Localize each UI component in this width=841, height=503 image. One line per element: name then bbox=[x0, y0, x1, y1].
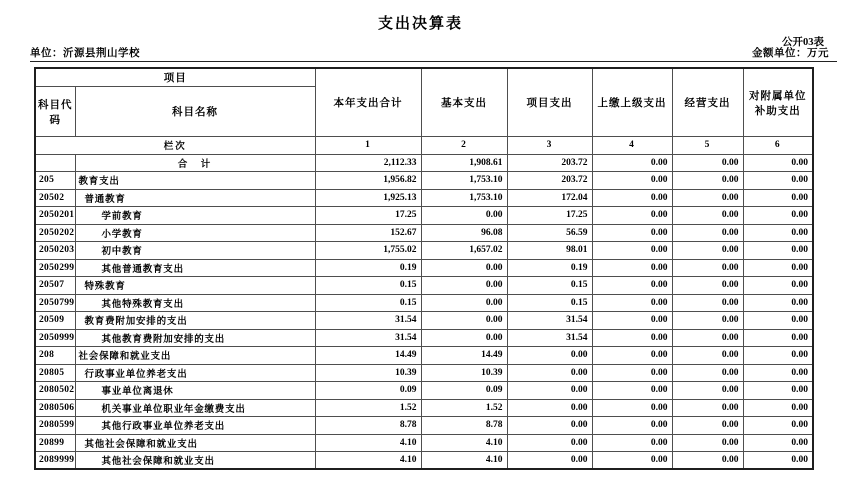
upturned-expenditure-cell: 0.00 bbox=[592, 399, 672, 417]
total-expenditure-cell: 0.15 bbox=[315, 294, 421, 312]
basic-expenditure-cell: 0.00 bbox=[421, 277, 507, 295]
subject-code-cell: 2050202 bbox=[35, 224, 75, 242]
table-row bbox=[35, 189, 813, 207]
upturned-expenditure-cell: 0.00 bbox=[592, 329, 672, 347]
basic-expenditure-cell: 4.10 bbox=[421, 434, 507, 452]
project-expenditure-cell: 98.01 bbox=[507, 242, 592, 260]
subject-code-cell: 2050299 bbox=[35, 259, 75, 277]
operating-expenditure-cell: 0.00 bbox=[672, 172, 743, 190]
total-expenditure-cell: 31.54 bbox=[315, 312, 421, 330]
table-row bbox=[35, 207, 813, 225]
subject-name-cell: 合 计 bbox=[75, 154, 315, 172]
subsidy-expenditure-cell: 0.00 bbox=[743, 259, 813, 277]
project-expenditure-cell: 17.25 bbox=[507, 207, 592, 225]
subject-code-cell: 2080502 bbox=[35, 382, 75, 400]
subject-name-cell: 其他社会保障和就业支出 bbox=[75, 452, 315, 470]
table-row bbox=[35, 417, 813, 435]
header-project-expenditure: 项目支出 bbox=[507, 68, 592, 137]
subsidy-expenditure-cell: 0.00 bbox=[743, 399, 813, 417]
operating-expenditure-cell: 0.00 bbox=[672, 347, 743, 365]
operating-expenditure-cell: 0.00 bbox=[672, 329, 743, 347]
table-body bbox=[35, 154, 813, 469]
table-row bbox=[35, 434, 813, 452]
subject-name-cell: 教育支出 bbox=[75, 172, 315, 190]
basic-expenditure-cell: 0.00 bbox=[421, 329, 507, 347]
subsidy-expenditure-cell: 0.00 bbox=[743, 364, 813, 382]
table-number: 公开03表 bbox=[782, 37, 824, 48]
subject-code-cell: 20507 bbox=[35, 277, 75, 295]
subject-name-cell: 社会保障和就业支出 bbox=[75, 347, 315, 365]
project-expenditure-cell: 56.59 bbox=[507, 224, 592, 242]
subject-code-cell: 2050201 bbox=[35, 207, 75, 225]
subsidy-expenditure-cell: 0.00 bbox=[743, 417, 813, 435]
table-row bbox=[35, 172, 813, 190]
project-expenditure-cell: 0.00 bbox=[507, 417, 592, 435]
subject-name-cell: 机关事业单位职业年金缴费支出 bbox=[75, 399, 315, 417]
subject-code-cell: 205 bbox=[35, 172, 75, 190]
header-total-expenditure: 本年支出合计 bbox=[315, 68, 421, 137]
subject-name-cell: 其他特殊教育支出 bbox=[75, 294, 315, 312]
basic-expenditure-cell: 0.00 bbox=[421, 259, 507, 277]
project-expenditure-cell: 0.15 bbox=[507, 294, 592, 312]
subsidy-expenditure-cell: 0.00 bbox=[743, 312, 813, 330]
upturned-expenditure-cell: 0.00 bbox=[592, 172, 672, 190]
project-expenditure-cell: 203.72 bbox=[507, 154, 592, 172]
basic-expenditure-cell: 1,753.10 bbox=[421, 189, 507, 207]
subject-name-cell: 其他教育费附加安排的支出 bbox=[75, 329, 315, 347]
basic-expenditure-cell: 1,657.02 bbox=[421, 242, 507, 260]
operating-expenditure-cell: 0.00 bbox=[672, 242, 743, 260]
upturned-expenditure-cell: 0.00 bbox=[592, 294, 672, 312]
project-expenditure-cell: 0.15 bbox=[507, 277, 592, 295]
total-expenditure-cell: 14.49 bbox=[315, 347, 421, 365]
total-expenditure-cell: 0.15 bbox=[315, 277, 421, 295]
operating-expenditure-cell: 0.00 bbox=[672, 294, 743, 312]
subsidy-expenditure-cell: 0.00 bbox=[743, 172, 813, 190]
meta-row bbox=[30, 48, 837, 62]
basic-expenditure-cell: 0.00 bbox=[421, 312, 507, 330]
subject-name-cell: 初中教育 bbox=[75, 242, 315, 260]
subsidy-expenditure-cell: 0.00 bbox=[743, 434, 813, 452]
total-expenditure-cell: 17.25 bbox=[315, 207, 421, 225]
subsidy-expenditure-cell: 0.00 bbox=[743, 294, 813, 312]
operating-expenditure-cell: 0.00 bbox=[672, 154, 743, 172]
header-project: 项目 bbox=[35, 68, 315, 87]
total-expenditure-cell: 4.10 bbox=[315, 452, 421, 470]
subject-name-cell: 其他普通教育支出 bbox=[75, 259, 315, 277]
table-row bbox=[35, 382, 813, 400]
header-subsidy-expenditure: 对附属单位补助支出 bbox=[743, 68, 813, 137]
expenditure-table bbox=[34, 67, 814, 470]
subject-name-cell: 教育费附加安排的支出 bbox=[75, 312, 315, 330]
table-row bbox=[35, 399, 813, 417]
total-expenditure-cell: 2,112.33 bbox=[315, 154, 421, 172]
project-expenditure-cell: 31.54 bbox=[507, 312, 592, 330]
operating-expenditure-cell: 0.00 bbox=[672, 259, 743, 277]
total-expenditure-cell: 8.78 bbox=[315, 417, 421, 435]
project-expenditure-cell: 0.00 bbox=[507, 382, 592, 400]
upturned-expenditure-cell: 0.00 bbox=[592, 189, 672, 207]
subsidy-expenditure-cell: 0.00 bbox=[743, 154, 813, 172]
basic-expenditure-cell: 1.52 bbox=[421, 399, 507, 417]
upturned-expenditure-cell: 0.00 bbox=[592, 312, 672, 330]
project-expenditure-cell: 0.19 bbox=[507, 259, 592, 277]
unit-name: 单位：沂源县荆山学校 bbox=[30, 48, 140, 59]
subject-code-cell: 208 bbox=[35, 347, 75, 365]
upturned-expenditure-cell: 0.00 bbox=[592, 382, 672, 400]
basic-expenditure-cell: 0.00 bbox=[421, 294, 507, 312]
table-row bbox=[35, 347, 813, 365]
subject-code-cell: 2050203 bbox=[35, 242, 75, 260]
total-expenditure-cell: 1.52 bbox=[315, 399, 421, 417]
operating-expenditure-cell: 0.00 bbox=[672, 312, 743, 330]
table-row bbox=[35, 242, 813, 260]
subject-name-cell: 学前教育 bbox=[75, 207, 315, 225]
subsidy-expenditure-cell: 0.00 bbox=[743, 329, 813, 347]
basic-expenditure-cell: 10.39 bbox=[421, 364, 507, 382]
subsidy-expenditure-cell: 0.00 bbox=[743, 207, 813, 225]
upturned-expenditure-cell: 0.00 bbox=[592, 259, 672, 277]
operating-expenditure-cell: 0.00 bbox=[672, 417, 743, 435]
project-expenditure-cell: 0.00 bbox=[507, 347, 592, 365]
subsidy-expenditure-cell: 0.00 bbox=[743, 382, 813, 400]
header-lanci: 栏次 bbox=[35, 137, 315, 155]
upturned-expenditure-cell: 0.00 bbox=[592, 364, 672, 382]
header-upturned-expenditure: 上缴上级支出 bbox=[592, 68, 672, 137]
total-expenditure-cell: 4.10 bbox=[315, 434, 421, 452]
subject-code-cell: 20502 bbox=[35, 189, 75, 207]
subsidy-expenditure-cell: 0.00 bbox=[743, 452, 813, 470]
subsidy-expenditure-cell: 0.00 bbox=[743, 242, 813, 260]
operating-expenditure-cell: 0.00 bbox=[672, 277, 743, 295]
table-row bbox=[35, 364, 813, 382]
table-row bbox=[35, 277, 813, 295]
total-expenditure-cell: 1,956.82 bbox=[315, 172, 421, 190]
subject-name-cell: 事业单位离退休 bbox=[75, 382, 315, 400]
basic-expenditure-cell: 96.08 bbox=[421, 224, 507, 242]
basic-expenditure-cell: 1,908.61 bbox=[421, 154, 507, 172]
operating-expenditure-cell: 0.00 bbox=[672, 224, 743, 242]
subsidy-expenditure-cell: 0.00 bbox=[743, 189, 813, 207]
operating-expenditure-cell: 0.00 bbox=[672, 452, 743, 470]
subject-name-cell: 普通教育 bbox=[75, 189, 315, 207]
basic-expenditure-cell: 4.10 bbox=[421, 452, 507, 470]
total-expenditure-cell: 152.67 bbox=[315, 224, 421, 242]
operating-expenditure-cell: 0.00 bbox=[672, 399, 743, 417]
basic-expenditure-cell: 0.00 bbox=[421, 207, 507, 225]
basic-expenditure-cell: 0.09 bbox=[421, 382, 507, 400]
operating-expenditure-cell: 0.00 bbox=[672, 207, 743, 225]
header-subject-name: 科目名称 bbox=[75, 87, 315, 137]
subject-code-cell: 20509 bbox=[35, 312, 75, 330]
upturned-expenditure-cell: 0.00 bbox=[592, 154, 672, 172]
upturned-expenditure-cell: 0.00 bbox=[592, 242, 672, 260]
operating-expenditure-cell: 0.00 bbox=[672, 364, 743, 382]
project-expenditure-cell: 0.00 bbox=[507, 399, 592, 417]
subject-code-cell: 2050799 bbox=[35, 294, 75, 312]
project-expenditure-cell: 0.00 bbox=[507, 452, 592, 470]
table-row bbox=[35, 294, 813, 312]
subject-code-cell bbox=[35, 154, 75, 172]
upturned-expenditure-cell: 0.00 bbox=[592, 207, 672, 225]
project-expenditure-cell: 31.54 bbox=[507, 329, 592, 347]
subject-name-cell: 小学教育 bbox=[75, 224, 315, 242]
column-number-4: 4 bbox=[592, 137, 672, 155]
operating-expenditure-cell: 0.00 bbox=[672, 382, 743, 400]
table-row bbox=[35, 329, 813, 347]
header-subject-code: 科目代码 bbox=[35, 87, 75, 137]
subject-code-cell: 2089999 bbox=[35, 452, 75, 470]
table-row bbox=[35, 452, 813, 470]
basic-expenditure-cell: 14.49 bbox=[421, 347, 507, 365]
subsidy-expenditure-cell: 0.00 bbox=[743, 224, 813, 242]
total-expenditure-cell: 10.39 bbox=[315, 364, 421, 382]
total-expenditure-cell: 31.54 bbox=[315, 329, 421, 347]
total-expenditure-cell: 0.19 bbox=[315, 259, 421, 277]
upturned-expenditure-cell: 0.00 bbox=[592, 452, 672, 470]
subject-name-cell: 其他社会保障和就业支出 bbox=[75, 434, 315, 452]
column-number-6: 6 bbox=[743, 137, 813, 155]
total-expenditure-cell: 1,925.13 bbox=[315, 189, 421, 207]
subject-code-cell: 2080599 bbox=[35, 417, 75, 435]
total-expenditure-cell: 1,755.02 bbox=[315, 242, 421, 260]
column-number-2: 2 bbox=[421, 137, 507, 155]
amount-unit: 金额单位：万元 bbox=[752, 48, 829, 59]
subject-name-cell: 其他行政事业单位养老支出 bbox=[75, 417, 315, 435]
subsidy-expenditure-cell: 0.00 bbox=[743, 347, 813, 365]
upturned-expenditure-cell: 0.00 bbox=[592, 277, 672, 295]
subject-code-cell: 20805 bbox=[35, 364, 75, 382]
header-operating-expenditure: 经营支出 bbox=[672, 68, 743, 137]
operating-expenditure-cell: 0.00 bbox=[672, 189, 743, 207]
upturned-expenditure-cell: 0.00 bbox=[592, 347, 672, 365]
operating-expenditure-cell: 0.00 bbox=[672, 434, 743, 452]
project-expenditure-cell: 0.00 bbox=[507, 434, 592, 452]
upturned-expenditure-cell: 0.00 bbox=[592, 434, 672, 452]
table-row bbox=[35, 259, 813, 277]
basic-expenditure-cell: 1,753.10 bbox=[421, 172, 507, 190]
subject-name-cell: 特殊教育 bbox=[75, 277, 315, 295]
project-expenditure-cell: 0.00 bbox=[507, 364, 592, 382]
subject-code-cell: 2050999 bbox=[35, 329, 75, 347]
project-expenditure-cell: 203.72 bbox=[507, 172, 592, 190]
upturned-expenditure-cell: 0.00 bbox=[592, 224, 672, 242]
total-expenditure-cell: 0.09 bbox=[315, 382, 421, 400]
upturned-expenditure-cell: 0.00 bbox=[592, 417, 672, 435]
page-title: 支出决算表 bbox=[377, 16, 463, 32]
subject-code-cell: 20899 bbox=[35, 434, 75, 452]
subject-code-cell: 2080506 bbox=[35, 399, 75, 417]
table-row bbox=[35, 312, 813, 330]
table-row bbox=[35, 154, 813, 172]
column-number-3: 3 bbox=[507, 137, 592, 155]
table-row bbox=[35, 224, 813, 242]
project-expenditure-cell: 172.04 bbox=[507, 189, 592, 207]
column-number-1: 1 bbox=[315, 137, 421, 155]
subject-name-cell: 行政事业单位养老支出 bbox=[75, 364, 315, 382]
column-number-5: 5 bbox=[672, 137, 743, 155]
header-basic-expenditure: 基本支出 bbox=[421, 68, 507, 137]
basic-expenditure-cell: 8.78 bbox=[421, 417, 507, 435]
subsidy-expenditure-cell: 0.00 bbox=[743, 277, 813, 295]
